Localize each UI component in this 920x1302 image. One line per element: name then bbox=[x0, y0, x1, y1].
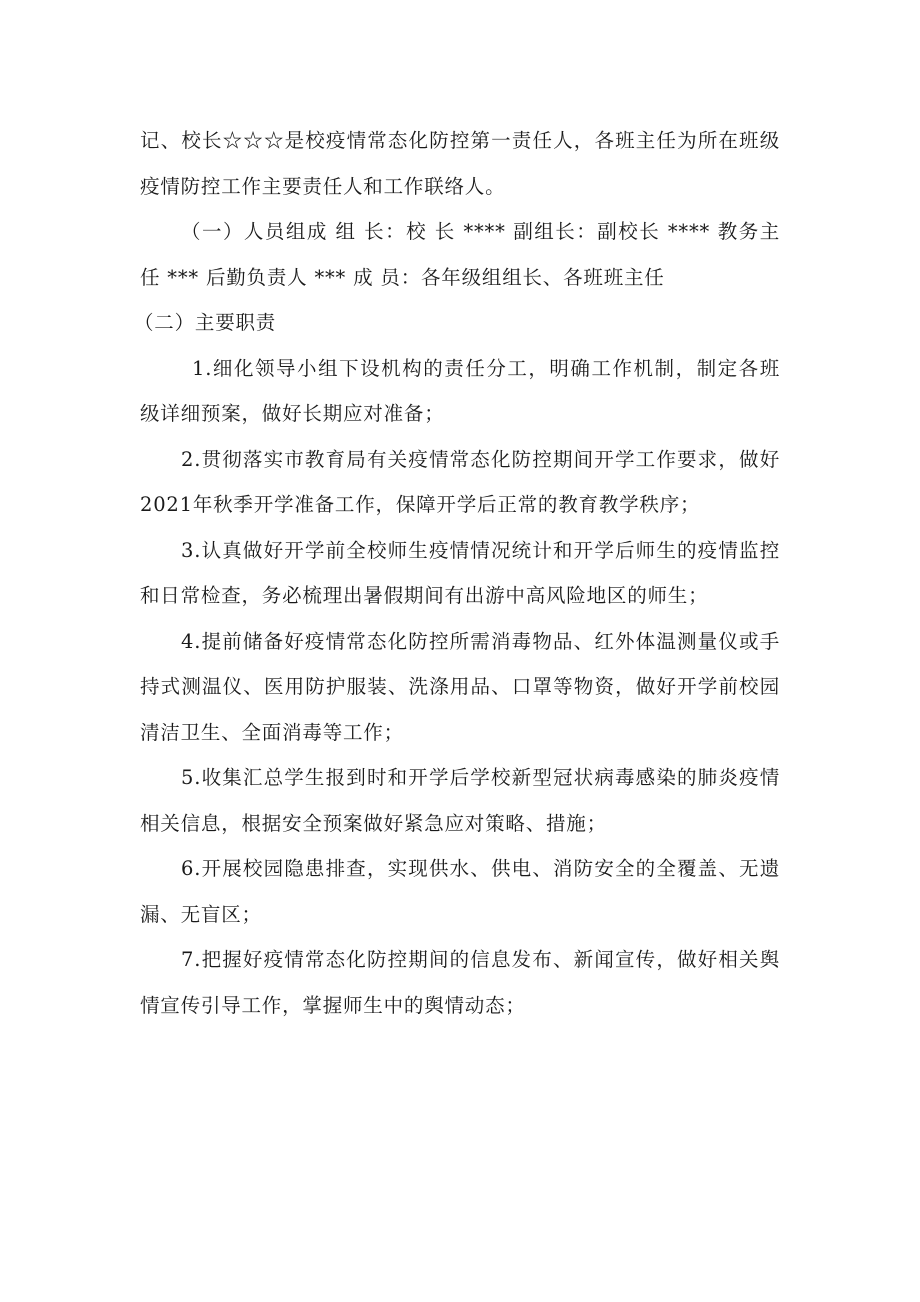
list-item-duty-3: 3.认真做好开学前全校师生疫情情况统计和开学后师生的疫情监控和日常检查，务必梳理出暑假期间有出游中高风险地区的师生； bbox=[140, 538, 780, 607]
paragraph-responsibility-intro: 记、校长☆☆☆是校疫情常态化防控第一责任人，各班主任为所在班级疫情防控工作主要责任人和工作联络人。 bbox=[140, 129, 780, 198]
list-item-duty-5: 5.收集汇总学生报到时和开学后学校新型冠状病毒感染的肺炎疫情相关信息，根据安全预案做好紧急应对策略、措施； bbox=[140, 766, 780, 835]
list-item-duty-4: 4.提前储备好疫情常态化防控所需消毒物品、红外体温测量仪或手持式测温仪、医用防护服装、洗涤用品、口罩等物资，做好开学前校园清洁卫生、全面消毒等工作； bbox=[140, 629, 780, 744]
list-item-duty-7: 7.把握好疫情常态化防控期间的信息发布、新闻宣传，做好相关舆情宣传引导工作，掌握师生中的舆情动态； bbox=[140, 948, 780, 1017]
list-item-duty-2: 2.贯彻落实市教育局有关疫情常态化防控期间开学工作要求，做好2021年秋季开学准备工作，保障开学后正常的教育教学秩序； bbox=[140, 447, 780, 516]
document-body bbox=[134, 118, 780, 1028]
heading-main-duties: （二）主要职责 bbox=[134, 311, 277, 334]
list-item-duty-6: 6.开展校园隐患排查，实现供水、供电、消防安全的全覆盖、无遗漏、无盲区； bbox=[140, 857, 780, 926]
list-item-duty-1: 1.细化领导小组下设机构的责任分工，明确工作机制，制定各班级详细预案，做好长期应对准备； bbox=[140, 356, 780, 425]
paragraph-personnel: （一）人员组成 组 长：校 长 **** 副组长：副校长 **** 教务主任 *** 后勤负责人 *** 成 员：各年级组组长、各班班主任 bbox=[140, 220, 780, 289]
